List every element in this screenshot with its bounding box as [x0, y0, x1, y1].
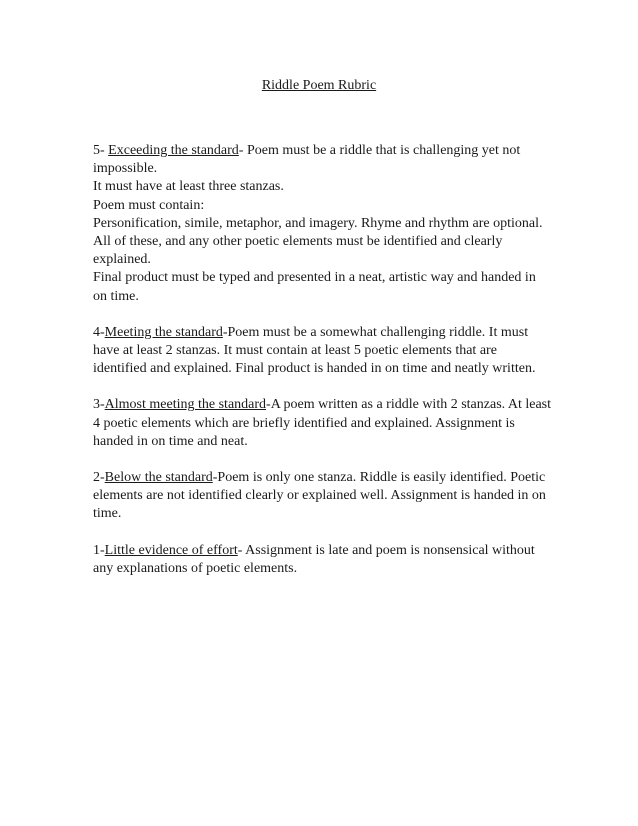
level-paragraph	[93, 542, 553, 578]
level-number: 5-	[93, 143, 109, 158]
level-line: It must have at least three stanzas.	[93, 179, 284, 195]
rubric-level-5	[93, 142, 553, 306]
level-line: Poem must contain:	[93, 197, 205, 213]
level-description: -Poem must be a somewhat challenging riddle. It must have at least 2 stanzas. It must contain at least 5 poetic elements that are identified and explained. Final product is handed in on time and neatly written.	[93, 324, 536, 377]
level-paragraph	[93, 469, 553, 524]
level-number: 3-	[93, 397, 105, 413]
rubric-level-3	[93, 396, 553, 451]
rubric-body	[93, 142, 553, 596]
level-number: 2-	[93, 470, 105, 486]
rubric-level-4	[93, 324, 553, 379]
level-line: Personification, simile, metaphor, and imagery. Rhyme and rhythm are optional.	[93, 215, 543, 231]
level-5-first-line	[93, 142, 553, 178]
level-heading: Almost meeting the standard	[104, 397, 267, 413]
level-line: Final product must be typed and presented in a neat, artistic way and handed in on time.	[93, 270, 536, 304]
level-heading: Meeting the standard	[104, 324, 223, 340]
level-line: All of these, and any other poetic elements must be identified and clearly explained.	[93, 234, 503, 268]
level-number: 4-	[93, 324, 105, 340]
level-number: 1-	[93, 542, 105, 558]
rubric-level-1	[93, 542, 553, 578]
level-heading: Exceeding the standard	[108, 143, 239, 158]
level-description: -Poem is only one stanza. Riddle is easily identified. Poetic elements are not identified clearly or explained well. Assignment is handed in on time.	[93, 470, 546, 522]
document-title: Riddle Poem Rubric	[261, 78, 377, 93]
level-paragraph	[93, 324, 553, 379]
level-description: -A poem written as a riddle with 2 stanzas. At least 4 poetic elements which are briefly identified and explained. Assignment is handed in on time and neat.	[93, 397, 552, 449]
level-heading: Below the standard	[104, 470, 213, 486]
level-heading: Little evidence of effort	[104, 542, 238, 558]
level-line: - Poem must be a riddle that is challenging yet not impossible.	[93, 143, 521, 177]
level-paragraph	[93, 396, 553, 451]
rubric-level-2	[93, 469, 553, 524]
level-description: - Assignment is late and poem is nonsensical without any explanations of poetic elements.	[93, 542, 535, 576]
